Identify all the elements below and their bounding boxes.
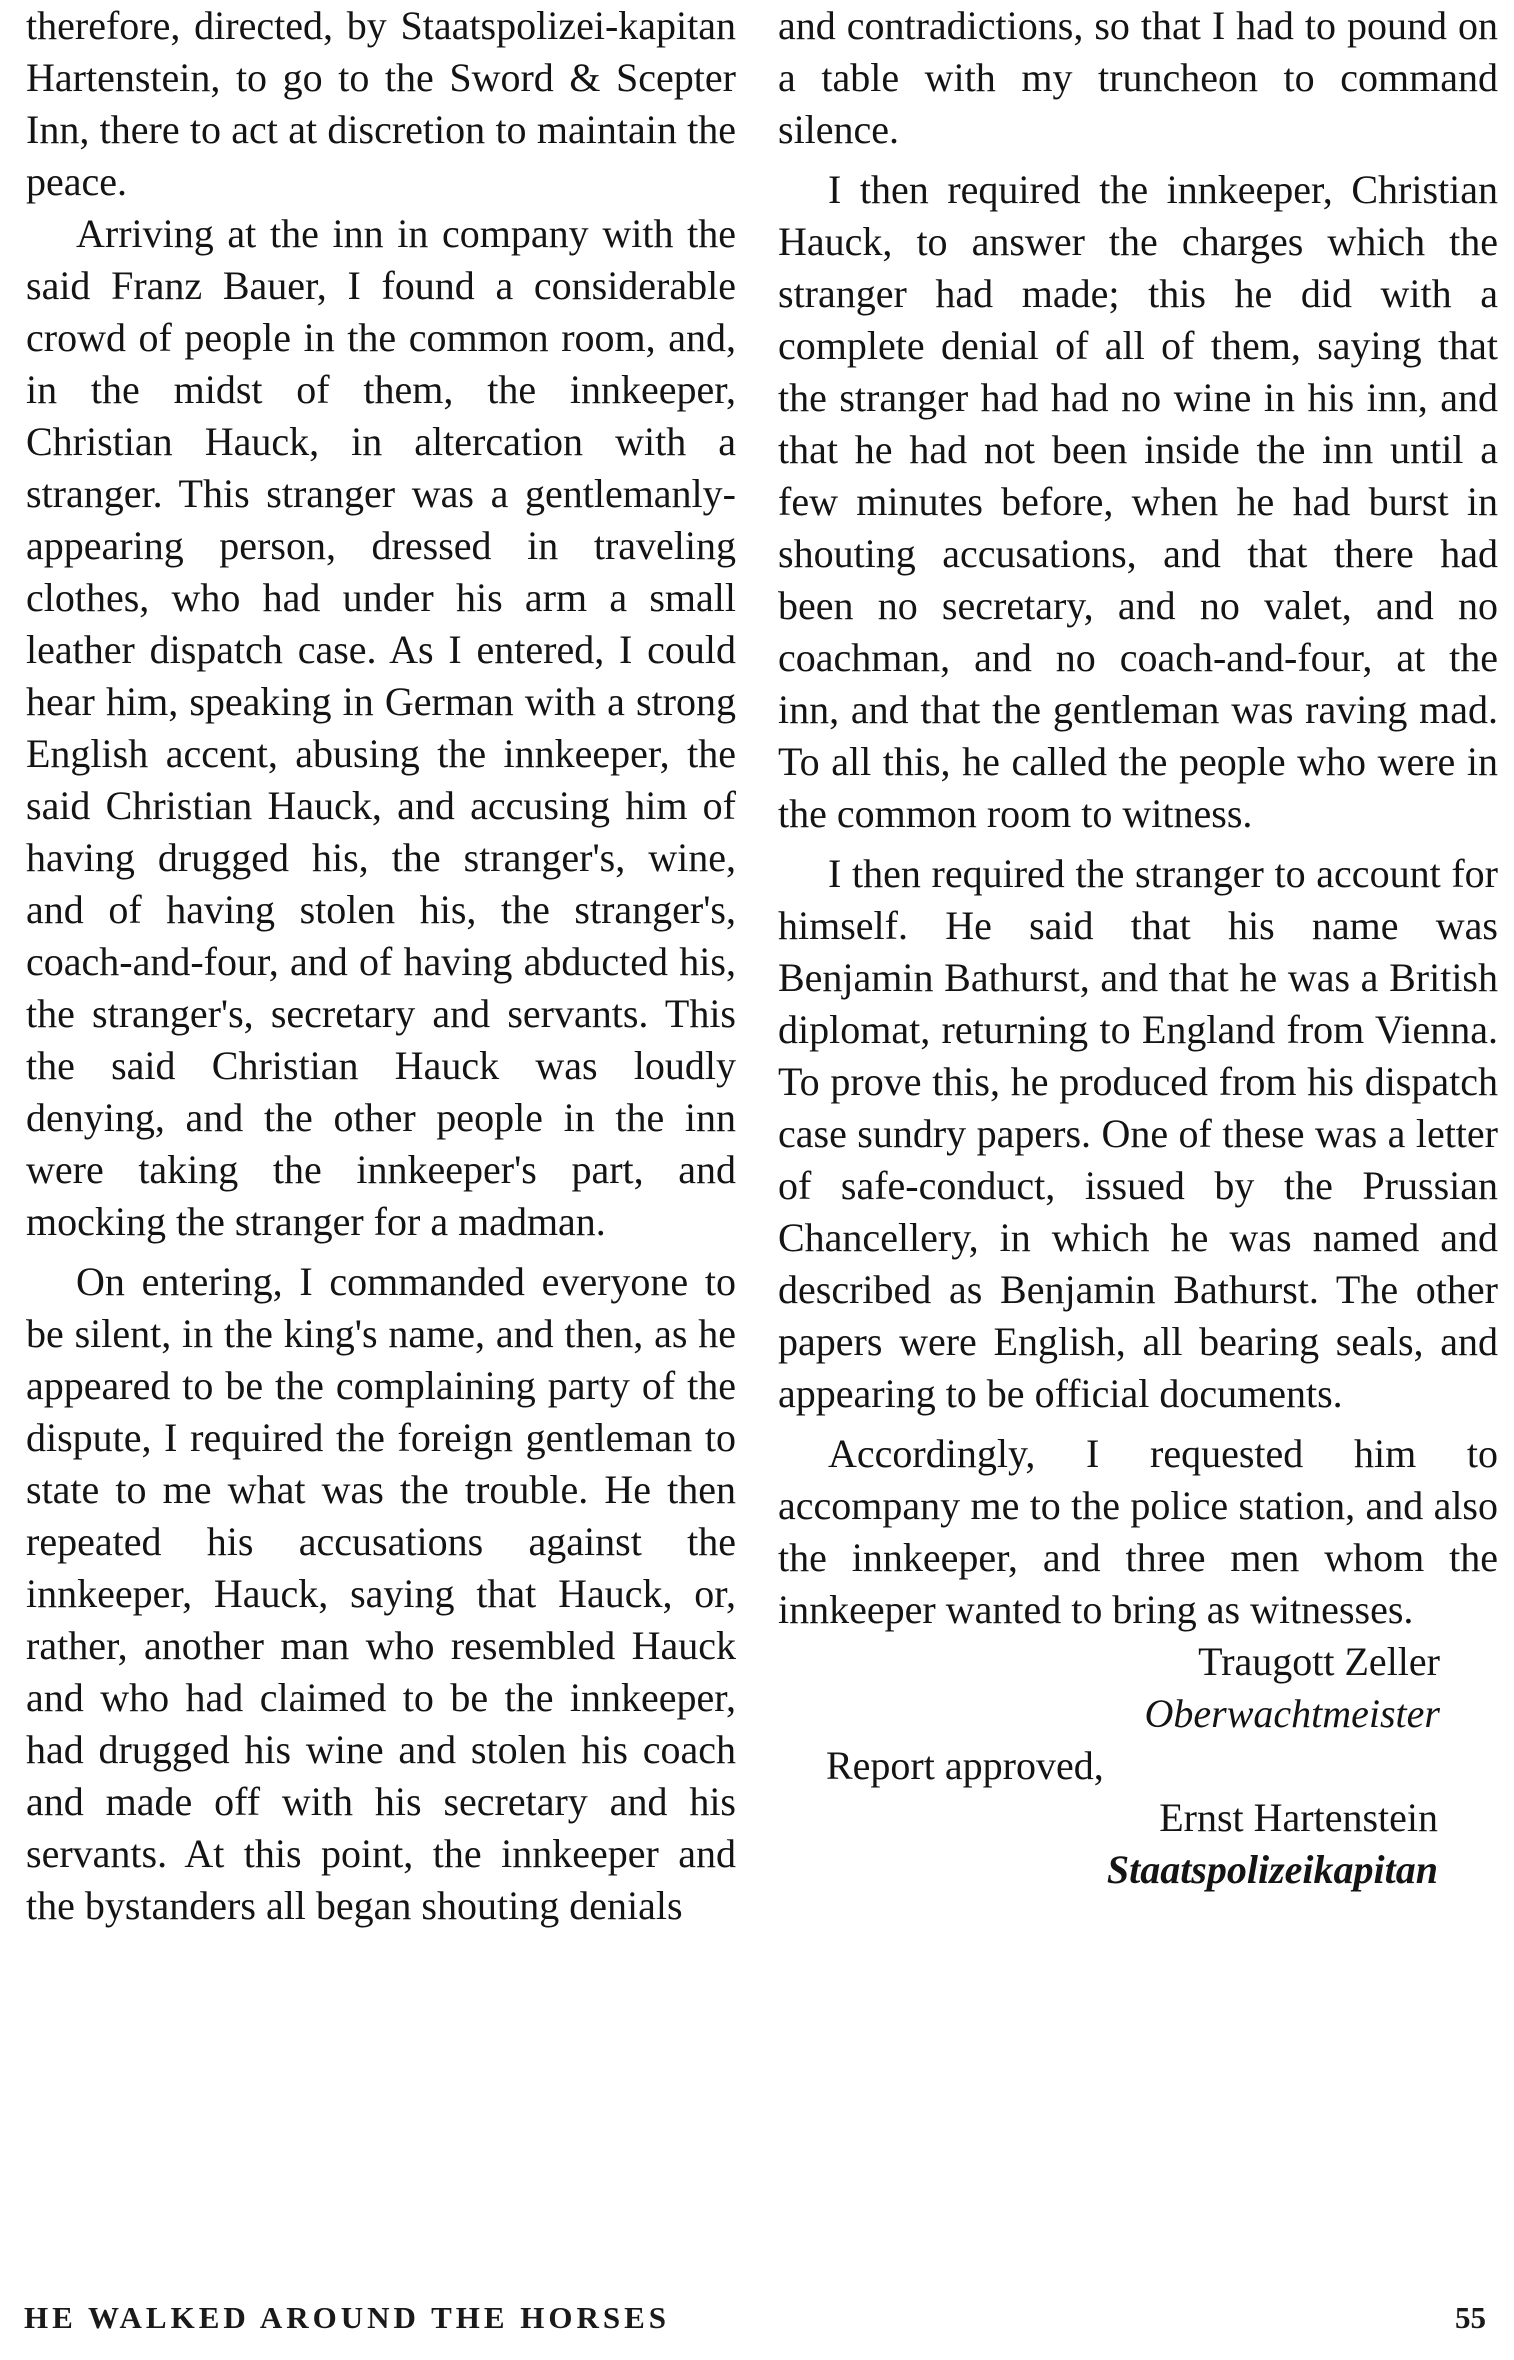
approval-line: Report approved, xyxy=(826,1743,1104,1788)
right-paragraph-4: Accordingly, I requested him to accompany me to the police station, and also the innkeeper, and three men whom the innkeeper wanted to bring as witnesses. xyxy=(778,1431,1498,1632)
signatory-name: Traugott Zeller xyxy=(1198,1639,1440,1684)
left-paragraph-3: On entering, I commanded everyone to be silent, in the king's name, and then, as he appeared to be the complaining party of the dispute, I required the foreign gentleman to state to me what was the trouble. He then repeated his accusations against the innkeeper, Hauck, saying that Hauck, or, rather, another man who resembled Hauck and who had claimed to be the innkeeper, had drugged his wine and stolen his coach and made off with his secretary and his servants. At this point, the innkeeper and the bystanders all began shouting denials xyxy=(26,1259,736,1928)
left-paragraph-2: Arriving at the inn in company with the said Franz Bauer, I found a considerable crowd of people in the common room, and, in the midst of them, the innkeeper, Christian Hauck, in altercation with a stranger. This stranger was a gentlemanly-appearing person, dressed in traveling clothes, who had under his arm a small leather dispatch case. As I entered, I could hear him, speaking in German with a strong English accent, abusing the innkeeper, the said Christian Hauck, and accusing him of having drugged his, the stranger's, wine, and of having stolen his, the stranger's, coach-and-four, and of having abducted his, the stranger's, secretary and servants. This the said Christian Hauck was loudly denying, and the other people in the inn were taking the innkeeper's part, and mocking the stranger for a madman. xyxy=(26,211,736,1244)
approver-title: Staatspolizeikapitan xyxy=(1106,1847,1438,1892)
running-head: HE WALKED AROUND THE HORSES xyxy=(24,2300,671,2335)
approver-name: Ernst Hartenstein xyxy=(1159,1795,1438,1840)
signature-block xyxy=(778,1636,1498,1896)
signatory-title: Oberwachtmeister xyxy=(1144,1691,1440,1736)
right-column xyxy=(778,0,1498,1896)
left-column xyxy=(26,0,736,1932)
right-paragraph-3: I then required the stranger to account for himself. He said that his name was Benjamin Bathurst, and that he was a British diplomat, returning to England from Vienna. To prove this, he produced from his dispatch case sundry papers. One of these was a letter of safe-conduct, issued by the Prussian Chancellery, in which he was named and described as Benjamin Bathurst. The other papers were English, all bearing seals, and appearing to be official documents. xyxy=(778,851,1498,1416)
right-paragraph-1: and contradictions, so that I had to pound on a table with my truncheon to command silence. xyxy=(778,3,1498,152)
right-paragraph-2: I then required the innkeeper, Christian Hauck, to answer the charges which the stranger had made; this he did with a complete denial of all of them, saying that the stranger had had no wine in his inn, and that he had not been inside the inn until a few minutes before, when he had burst in shouting accusations, and that there had been no secretary, and no valet, and no coachman, and no coach-and-four, at the inn, and that the gentleman was raving mad. To all this, he called the people who were in the common room to witness. xyxy=(778,167,1498,836)
left-paragraph-1: therefore, directed, by Staatspolizei-kapitan Hartenstein, to go to the Sword & Scepter Inn, there to act at discretion to maintain the peace. xyxy=(26,3,736,204)
page-number: 55 xyxy=(1455,2300,1486,2335)
page-footer xyxy=(0,2300,1514,2350)
